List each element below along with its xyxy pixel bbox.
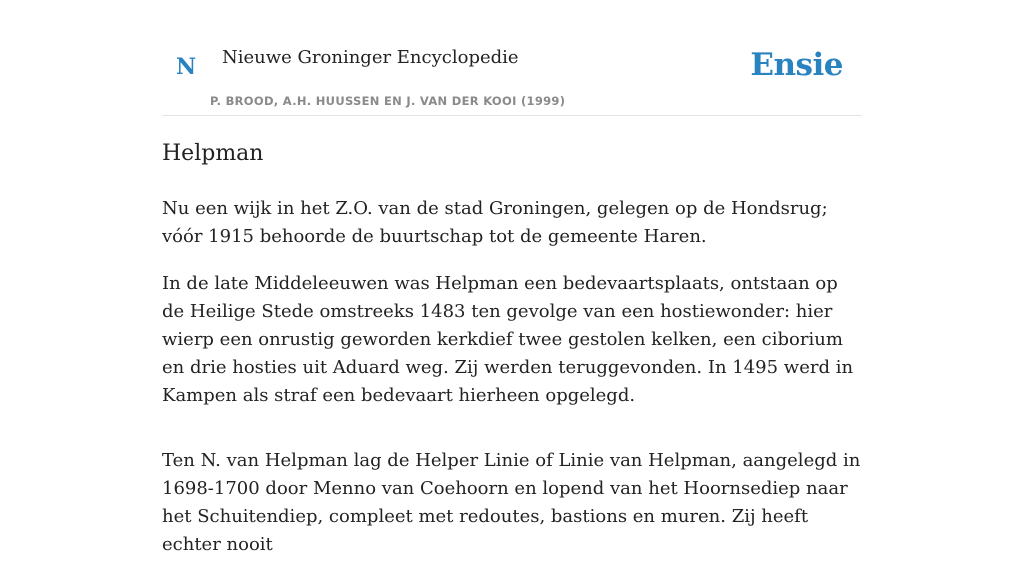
book-title[interactable]: Nieuwe Groninger Encyclopedie: [222, 47, 519, 68]
article-paragraph: In de late Middeleeuwen was Helpman een bedevaartsplaats, ontstaan op de Heilige Stede omstreeks 1483 ten gevolge van een hostiewonder: hier wierp een onrustig geworden kerkdief twee gestolen kelken, een ciborium en drie hosties uit Aduard weg. Zij werden teruggevonden. In 1495 werd in Kampen als straf een bedevaart hierheen opgelegd.: [162, 273, 854, 406]
ensie-logo[interactable]: Ensie: [750, 47, 843, 83]
article-paragraph: Nu een wijk in het Z.O. van de stad Groningen, gelegen op de Hondsrug; vóór 1915 behoorde de buurtschap tot de gemeente Haren.: [162, 198, 828, 247]
book-authors: P. BROOD, A.H. HUUSSEN EN J. VAN DER KOOI (1999): [210, 94, 566, 108]
article-title: Helpman: [162, 141, 264, 166]
article: [162, 138, 862, 578]
article-paragraph: Ten N. van Helpman lag de Helper Linie of Linie van Helpman, aangelegd in 1698-1700 door Menno van Coehoorn en lopend van het Hoornsediep naar het Schuitendiep, compleet met redoutes, bastions en muren. Zij heeft echter nooit: [162, 450, 861, 555]
header: [162, 0, 862, 116]
book-n-icon[interactable]: N: [176, 54, 197, 80]
